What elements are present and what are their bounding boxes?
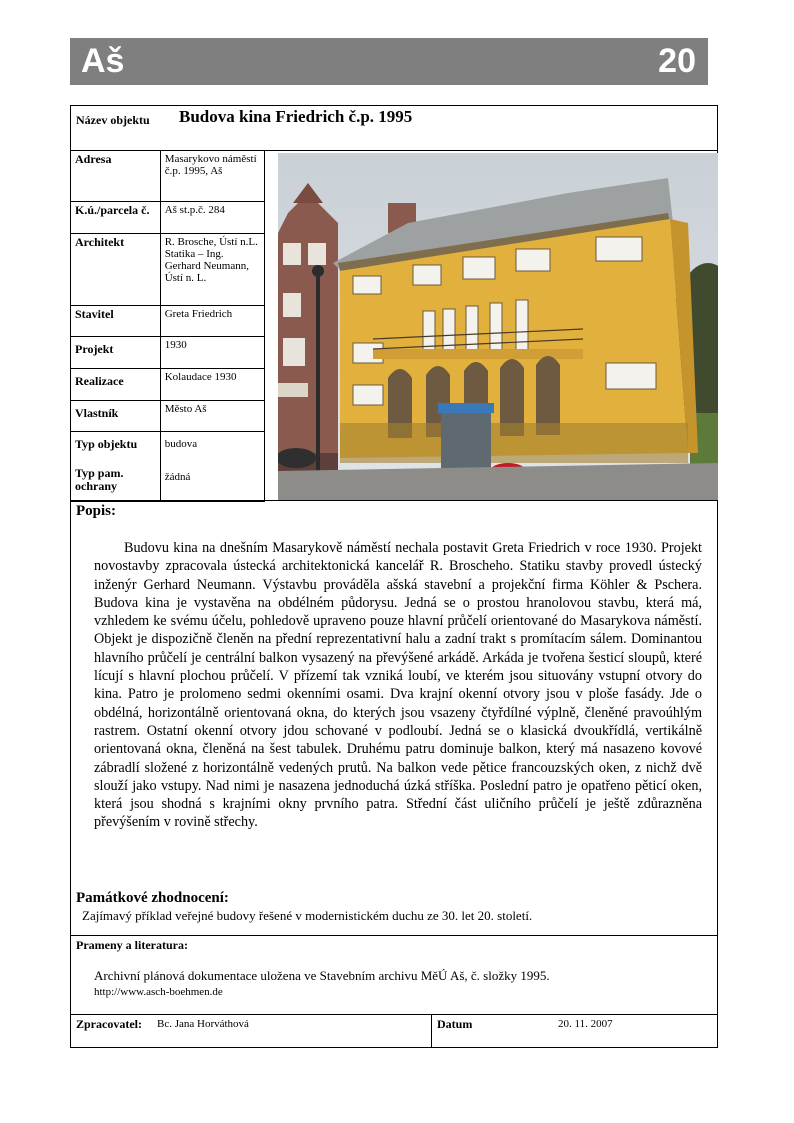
info-key: Typ objektu bbox=[75, 437, 138, 451]
object-title-row bbox=[70, 105, 718, 151]
description-text: Budovu kina na dnešním Masarykově náměstí nechala postavit Greta Friedrich v roce 1930. Projekt novostavby zpracovala ústecká architektonická kancelář R. Broscheho. Statiku stavby provedl ústecký inženýr Gerhard Neumann. Výstavbu prováděla ašská stavební a projekční firma Köhler & Pschera. Budova kina je vystavěna na obdélném půdorysu. Jedná se o prostou hranolovou stavbu, která má, vzhledem ke svému účelu, pohledově upraveno pouze hlavní průčelí orientované do Masarykova náměstí. Objekt je dispozičně členěn na přední reprezentativní halu a zadní trakt s promítacím sálem. Dominantou hlavního průčelí je centrální balkon vysazený na převýšené arkádě. Arkáda je tvořena šesticí sloupů, které lícují s hlavní plochou průčelí. V přízemí tak vzniká loubí, ve kterém jsou situovány vstupní otvory do kina. Patro je prolomeno sedmi okenními osami. Dva krajní okenní otvory jsou v ploše fasády. Jde o obdélná, horizontálně orientovaná okna, do kterých jsou vsazeny čtyřdílné výplně, členěné pravoúhlým rastrem. Ostatní okenní otvory jdou schované v podloubí. Jedná se o klasická dvoukřídlá, vertikálně orientovaná okna, členěná na šest tabulek. Druhému patru dominuje balkon, který má nasazeno kovové zábradlí složené z horizontálně vedených prutů. Na balkon vede pětice francouzských oken, z nichž dvě slouží jako vstupy. Nad nimi je nasazena jednoduchá úzká stříška. Poslední patro je opatřeno pěticí oken, která jsou shodná s krajními okny prvního patra. Střední část uličního průčelí je ještě zdůrazněna převýšením v rovině střechy. bbox=[94, 540, 702, 831]
evaluation-label: Památkové zhodnocení: bbox=[76, 890, 229, 906]
info-key: Typ pam. ochrany bbox=[75, 466, 124, 493]
info-key: Stavitel bbox=[71, 306, 161, 337]
sources-text: Archivní plánová dokumentace uložena ve Stavebním archivu MěÚ Aš, č. složky 1995. bbox=[94, 968, 550, 983]
town-name: Aš bbox=[81, 42, 125, 80]
info-value: Masarykovo náměstí č.p. 1995, Aš bbox=[160, 151, 264, 202]
date-label: Datum bbox=[437, 1017, 473, 1031]
info-value: 1930 bbox=[160, 337, 264, 369]
footer-divider bbox=[431, 1015, 432, 1047]
info-key: Vlastník bbox=[71, 401, 161, 432]
info-key-group bbox=[71, 432, 161, 502]
info-key: Architekt bbox=[71, 234, 161, 306]
description-section bbox=[70, 500, 718, 936]
object-name: Budova kina Friedrich č.p. 1995 bbox=[179, 107, 413, 126]
page-header bbox=[70, 38, 708, 85]
info-key: Realizace bbox=[71, 369, 161, 401]
info-value: Aš st.p.č. 284 bbox=[160, 202, 264, 234]
info-key: Adresa bbox=[71, 151, 161, 202]
info-key: K.ú./parcela č. bbox=[71, 202, 161, 234]
photo-cell bbox=[264, 150, 718, 501]
info-value: R. Brosche, Ústí n.L. Statika – Ing. Gerhard Neumann, Ústí n. L. bbox=[160, 234, 264, 306]
info-value: Město Aš bbox=[160, 401, 264, 432]
page-number: 20 bbox=[658, 42, 696, 80]
info-table bbox=[70, 150, 265, 502]
info-value: Greta Friedrich bbox=[160, 306, 264, 337]
author-label: Zpracovatel: bbox=[76, 1017, 142, 1031]
evaluation-text: Zajímavý příklad veřejné budovy řešené v modernistickém duchu ze 30. let 20. století. bbox=[82, 908, 533, 923]
object-name-label: Název objektu bbox=[76, 113, 150, 127]
footer-row bbox=[70, 1014, 718, 1048]
sources-label: Prameny a literatura: bbox=[76, 938, 188, 952]
author-name: Bc. Jana Horváthová bbox=[157, 1018, 249, 1030]
info-key: Projekt bbox=[71, 337, 161, 369]
info-value: budova bbox=[164, 438, 198, 450]
info-value: Kolaudace 1930 bbox=[160, 369, 264, 401]
sources-section bbox=[70, 935, 718, 1015]
info-value-group bbox=[160, 432, 264, 502]
building-photo bbox=[278, 153, 718, 500]
info-value: žádná bbox=[164, 471, 191, 483]
sources-url[interactable]: http://www.asch-boehmen.de bbox=[94, 986, 223, 998]
description-label: Popis: bbox=[76, 503, 117, 519]
date-value: 20. 11. 2007 bbox=[558, 1018, 613, 1030]
